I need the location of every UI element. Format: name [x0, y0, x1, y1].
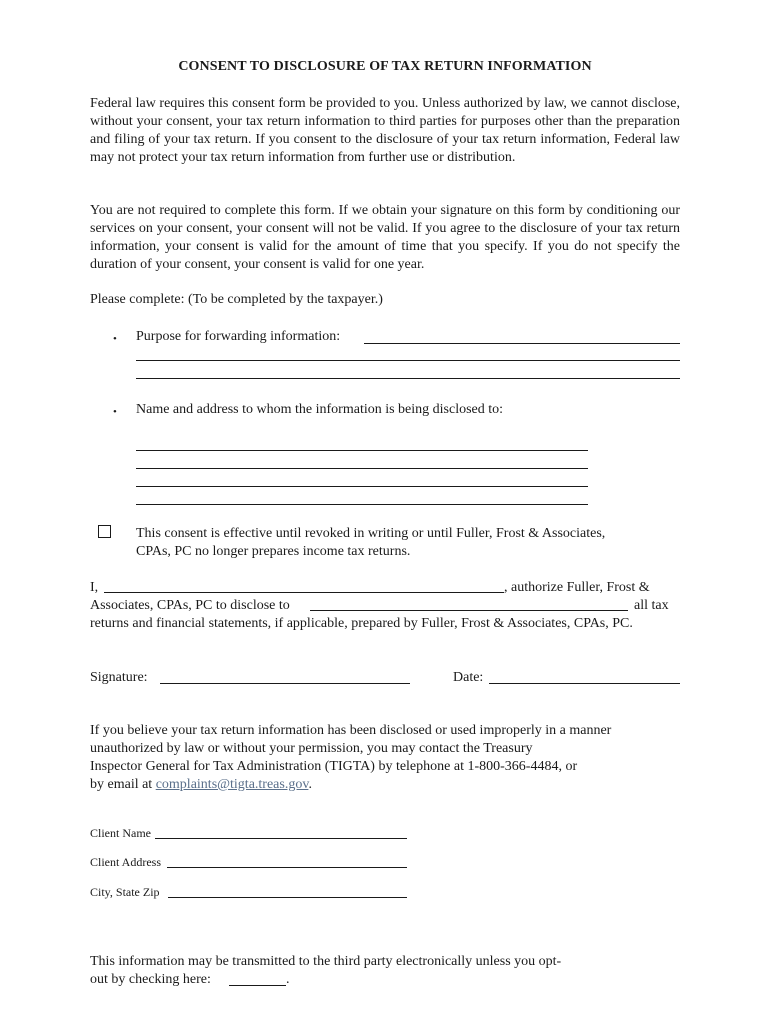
- purpose-input-line-1[interactable]: [364, 343, 680, 344]
- name-address-input-line-4[interactable]: [136, 504, 588, 505]
- form-title: CONSENT TO DISCLOSURE OF TAX RETURN INFORMATION: [178, 59, 592, 74]
- bullet-icon: •: [113, 333, 117, 345]
- client-address-input[interactable]: [167, 867, 407, 868]
- date-label: Date:: [453, 670, 484, 685]
- tigta-email-link[interactable]: complaints@tigta.treas.gov: [155, 777, 309, 792]
- paragraph-not-required: You are not required to complete this form. If we obtain your signature on this form by conditioning our services on your consent, your consent will not be valid. If you agree to the disclosure of your tax return information, your consent is valid for the amount of time that you specify. If you do not specify the duration of your consent, your consent is valid for one year.: [90, 203, 680, 272]
- name-address-input-line-3[interactable]: [136, 486, 588, 487]
- auth-line1-text: , authorize Fuller, Frost &: [504, 580, 650, 595]
- optout-period: .: [286, 972, 290, 987]
- name-address-label: Name and address to whom the information is being disclosed to:: [136, 402, 504, 417]
- consent-text-line-2: CPAs, PC no longer prepares income tax returns.: [136, 544, 411, 559]
- client-name-input[interactable]: [155, 838, 407, 839]
- auth-i-label: I,: [90, 580, 99, 595]
- purpose-input-line-2[interactable]: [136, 360, 680, 361]
- optout-line-2: out by checking here:: [90, 972, 211, 987]
- auth-line2-end-text: all tax: [634, 598, 669, 613]
- tigta-line-2: unauthorized by law or without your permission, you may contact the Treasury: [90, 741, 533, 756]
- name-address-input-line-2[interactable]: [136, 468, 588, 469]
- taxpayer-name-input[interactable]: [104, 592, 504, 593]
- signature-label: Signature:: [90, 670, 148, 685]
- tigta-line-4-period: .: [308, 777, 312, 792]
- consent-text-line-1: This consent is effective until revoked in writing or until Fuller, Frost & Associates,: [136, 526, 606, 541]
- auth-line2-text: Associates, CPAs, PC to disclose to: [90, 598, 290, 613]
- please-complete-label: Please complete: (To be completed by the taxpayer.): [90, 292, 383, 307]
- city-state-zip-label: City, State Zip: [90, 885, 160, 899]
- name-address-input-line-1[interactable]: [136, 450, 588, 451]
- date-input[interactable]: [489, 683, 680, 684]
- disclose-to-input[interactable]: [310, 610, 628, 611]
- client-name-label: Client Name: [90, 826, 151, 840]
- tigta-line-3: Inspector General for Tax Administration (TIGTA) by telephone at 1-800-366-4484, or: [90, 759, 578, 774]
- tigta-line-4-text: by email at: [90, 777, 153, 792]
- purpose-label: Purpose for forwarding information:: [136, 329, 341, 344]
- tigta-line-1: If you believe your tax return information has been disclosed or used improperly in a manner: [90, 723, 612, 738]
- paragraph-federal-law: Federal law requires this consent form be provided to you. Unless authorized by law, we cannot disclose, without your consent, your tax return information to third parties for purposes other than the preparation and filing of your tax return. If you consent to the disclosure of your tax return information, Federal law may not protect your tax return information from further use or distribution.: [90, 96, 680, 165]
- client-address-label: Client Address: [90, 855, 161, 869]
- tigta-line-4: [90, 776, 312, 794]
- optout-check-input[interactable]: [229, 985, 286, 986]
- auth-line3-text: returns and financial statements, if applicable, prepared by Fuller, Frost & Associates, CPAs, PC.: [90, 616, 633, 631]
- signature-input[interactable]: [160, 683, 410, 684]
- consent-until-revoked-checkbox[interactable]: [98, 525, 111, 538]
- optout-line-1: This information may be transmitted to the third party electronically unless you opt-: [90, 954, 562, 969]
- bullet-icon: •: [113, 406, 117, 418]
- city-state-zip-input[interactable]: [168, 897, 407, 898]
- purpose-input-line-3[interactable]: [136, 378, 680, 379]
